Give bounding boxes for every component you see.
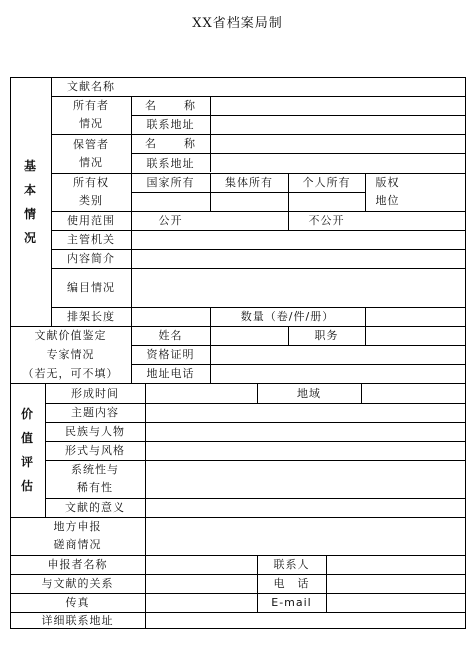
basic-section-char: 本	[23, 182, 37, 197]
theme-field[interactable]	[146, 404, 465, 421]
experts-label-line: （若无，可不填）	[22, 367, 119, 380]
basic-section-char: 情	[23, 206, 37, 221]
custodian-label-line: 保管者	[73, 137, 109, 151]
contact-person-field[interactable]	[327, 556, 465, 573]
expert-position-label: 职务	[314, 329, 339, 342]
expert-qualification-label: 资格证明	[146, 348, 195, 361]
expert-position-field[interactable]	[366, 327, 465, 344]
systematic-label-line: 稀有性	[77, 481, 113, 494]
usage-label: 使用范围	[67, 214, 115, 227]
ethnic-label: 民族与人物	[65, 425, 125, 438]
fax-field[interactable]	[146, 594, 256, 611]
owner-address-label: 联系地址	[146, 118, 195, 131]
local-report-field[interactable]	[146, 518, 465, 554]
owner-name-label	[131, 96, 210, 115]
usage-nonpublic: 不公开	[308, 214, 345, 227]
doc-name-field[interactable]	[132, 78, 465, 95]
local-report-label-line: 地方申报	[53, 520, 102, 533]
ownership-label-line: 类别	[79, 194, 103, 207]
contact-person-label: 联系人	[273, 558, 310, 571]
email-label: E-mail	[271, 596, 312, 609]
catalog-label: 编目情况	[67, 281, 115, 294]
experts-label-line: 专家情况	[46, 348, 95, 361]
formation-time-label: 形成时间	[71, 386, 119, 400]
copyright-label-line: 版权	[375, 176, 400, 189]
copyright-label	[365, 173, 410, 211]
ownership-collective-field[interactable]	[211, 193, 287, 210]
systematic-label	[45, 460, 145, 498]
phone-field[interactable]	[327, 575, 465, 592]
ownership-label	[51, 173, 131, 211]
experts-label-line: 文献价值鉴定	[34, 329, 107, 342]
expert-name-field[interactable]	[211, 327, 287, 344]
custodian-address-field[interactable]	[211, 154, 465, 172]
owner-label-line: 所有者	[73, 99, 109, 112]
value-section-char: 值	[20, 431, 34, 445]
usage-public: 公开	[158, 214, 183, 227]
local-report-label-line: 磋商情况	[53, 538, 102, 551]
value-section-char: 估	[20, 479, 34, 493]
custodian-address-label: 联系地址	[146, 156, 195, 170]
ownership-state: 国家所有	[146, 176, 195, 189]
value-section-label	[10, 383, 45, 517]
formation-time-field[interactable]	[146, 384, 256, 402]
applicant-field[interactable]	[146, 556, 256, 573]
form-title: XX省档案局制	[192, 16, 283, 31]
phone-label: 电 话	[273, 577, 310, 590]
fax-label: 传真	[65, 596, 90, 609]
applicant-label: 申报者名称	[47, 558, 108, 571]
systematic-label-line: 系统性与	[71, 463, 119, 476]
ownership-state-field[interactable]	[132, 193, 209, 210]
value-section-char: 评	[20, 455, 34, 469]
name-char: 称	[184, 99, 196, 112]
quantity-label: 数量（卷/件/册）	[240, 310, 335, 323]
owner-label-line: 情况	[79, 117, 103, 130]
style-label: 形式与风格	[65, 444, 125, 457]
owner-address-field[interactable]	[211, 116, 465, 133]
value-section-char: 价	[20, 407, 34, 421]
ownership-personal: 个人所有	[302, 176, 351, 189]
custodian-name-field[interactable]	[211, 135, 465, 152]
intro-field[interactable]	[132, 250, 465, 267]
copyright-label-line: 地位	[375, 194, 400, 207]
ownership-collective: 集体所有	[225, 176, 273, 189]
copyright-field[interactable]	[411, 174, 465, 210]
significance-label: 文献的意义	[65, 501, 125, 514]
catalog-field[interactable]	[132, 269, 465, 306]
expert-contact-label: 地址电话	[146, 367, 195, 380]
expert-qualification-field[interactable]	[211, 346, 465, 363]
email-field[interactable]	[327, 594, 465, 611]
expert-contact-field[interactable]	[211, 365, 465, 382]
address-label: 详细联系地址	[41, 614, 114, 627]
local-report-label	[10, 517, 145, 555]
custodian-label	[51, 134, 131, 173]
basic-section-char: 基	[23, 158, 37, 173]
quantity-field[interactable]	[366, 308, 465, 325]
name-char: 称	[184, 137, 196, 150]
intro-label: 内容简介	[67, 252, 115, 265]
authority-label: 主管机关	[67, 233, 115, 246]
name-char: 名	[145, 137, 157, 150]
ownership-label-line: 所有权	[73, 176, 109, 189]
systematic-field[interactable]	[146, 461, 465, 497]
custodian-name-label	[131, 134, 210, 153]
theme-label: 主题内容	[71, 406, 119, 419]
authority-field[interactable]	[132, 231, 465, 248]
expert-name-label: 姓名	[158, 329, 183, 342]
ethnic-field[interactable]	[146, 423, 465, 440]
shelf-label: 排架长度	[67, 310, 115, 323]
style-field[interactable]	[146, 442, 465, 459]
owner-name-field[interactable]	[211, 97, 465, 114]
archive-form	[10, 77, 466, 629]
region-label: 地域	[297, 386, 321, 400]
shelf-field[interactable]	[132, 308, 209, 325]
address-field[interactable]	[146, 613, 465, 628]
ownership-personal-field[interactable]	[289, 193, 364, 210]
name-char: 名	[145, 99, 157, 112]
doc-name-label: 文献名称	[67, 80, 115, 93]
significance-field[interactable]	[146, 499, 465, 516]
usage-public-field[interactable]	[211, 212, 287, 229]
experts-label	[10, 326, 131, 383]
relation-field[interactable]	[146, 575, 256, 592]
usage-nonpublic-field[interactable]	[366, 212, 465, 229]
owner-label	[51, 96, 131, 134]
custodian-label-line: 情况	[79, 155, 103, 169]
basic-section-char: 况	[23, 230, 37, 245]
relation-label: 与文献的关系	[41, 577, 114, 590]
region-field[interactable]	[362, 384, 465, 402]
basic-section-label	[10, 77, 51, 326]
